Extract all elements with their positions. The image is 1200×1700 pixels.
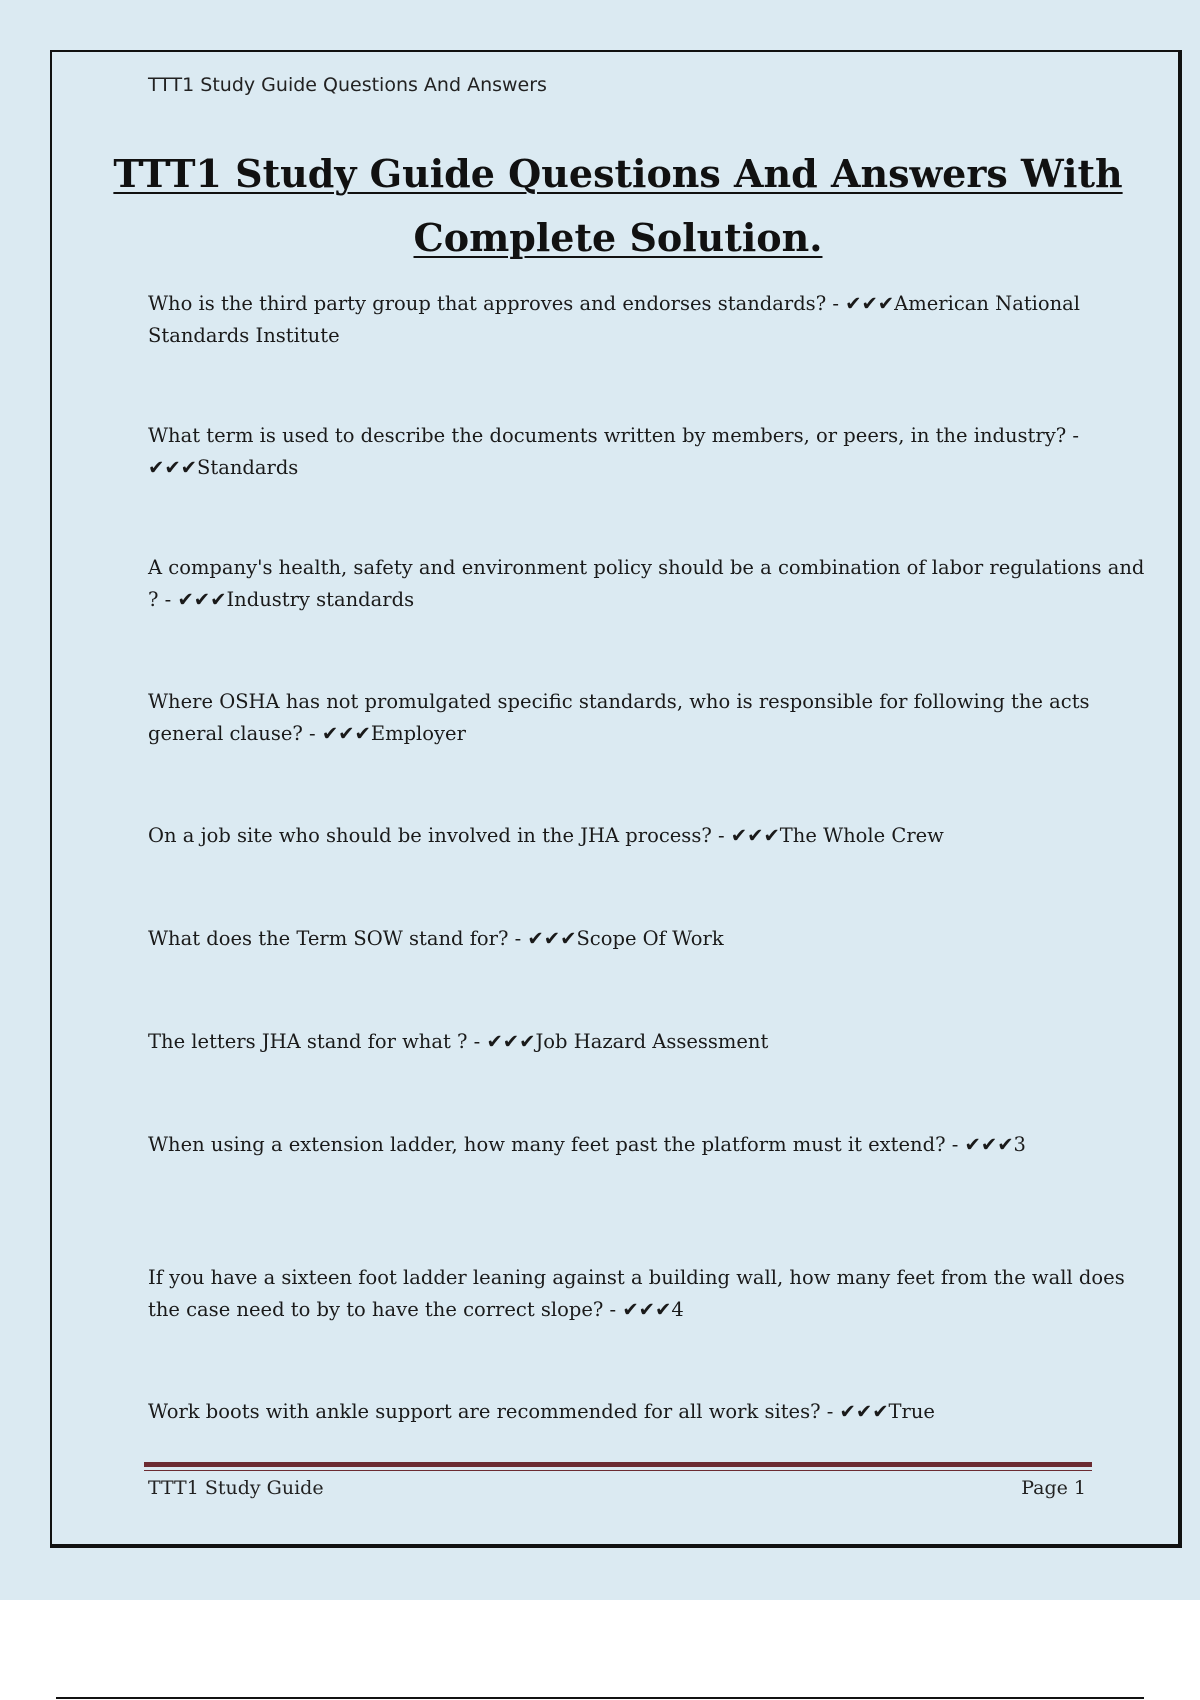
footer-title: TTT1 Study Guide: [148, 1477, 324, 1499]
document-title: TTT1 Study Guide Questions And Answers With Complete Solution.: [113, 151, 1123, 260]
document-page: [50, 50, 1182, 1548]
qa-item-3: A company's health, safety and environment policy should be a combination of labor regulations and ? - ✔✔✔Industry standards: [148, 556, 1145, 611]
footer-divider-thin: [144, 1470, 1092, 1471]
running-header: TTT1 Study Guide Questions And Answers: [148, 74, 547, 96]
next-page-top-rule: [56, 1697, 1144, 1699]
footer-divider: [144, 1462, 1092, 1467]
qa-item-9: If you have a sixteen foot ladder leaning against a building wall, how many feet from the wall does the case need to by to have the correct slope? - ✔✔✔4: [148, 1266, 1125, 1321]
page-number: Page 1: [1021, 1477, 1086, 1499]
qa-item-1: Who is the third party group that approves and endorses standards? - ✔✔✔American National Standards Institute: [148, 292, 1081, 347]
qa-item-7: The letters JHA stand for what ? - ✔✔✔Job Hazard Assessment: [148, 1030, 769, 1053]
qa-item-10: Work boots with ankle support are recommended for all work sites? - ✔✔✔True: [148, 1400, 935, 1423]
qa-item-4: Where OSHA has not promulgated specific standards, who is responsible for following the acts general clause? - ✔✔✔Employer: [148, 690, 1090, 745]
qa-item-8: When using a extension ladder, how many feet past the platform must it extend? - ✔✔✔3: [148, 1133, 1026, 1156]
qa-item-6: What does the Term SOW stand for? - ✔✔✔Scope Of Work: [148, 927, 724, 950]
qa-item-2: What term is used to describe the documents written by members, or peers, in the industry? - ✔✔✔Standards: [148, 424, 1079, 479]
qa-item-5: On a job site who should be involved in the JHA process? - ✔✔✔The Whole Crew: [148, 824, 944, 847]
